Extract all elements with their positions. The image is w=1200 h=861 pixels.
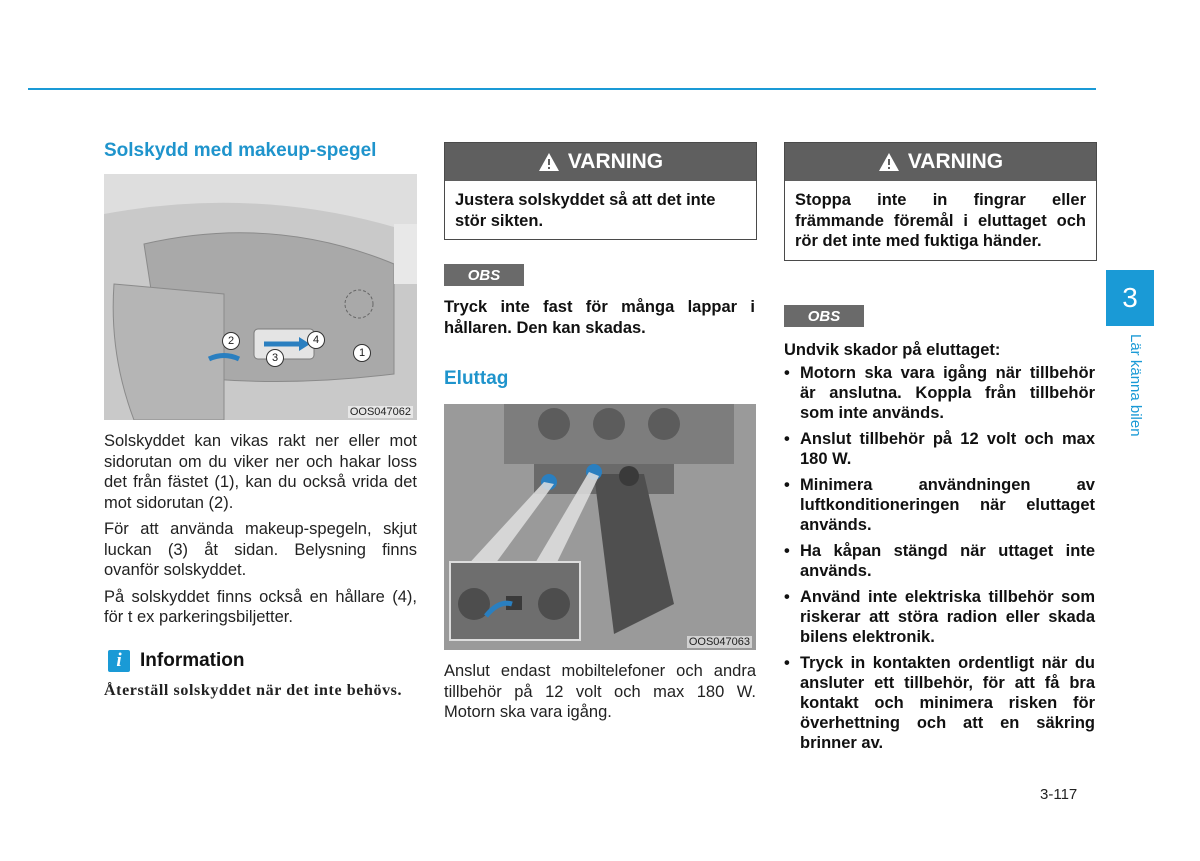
warning-triangle-icon	[878, 152, 900, 172]
photo-caption: OOS047062	[349, 406, 411, 418]
power-outlet-photo	[444, 404, 756, 650]
callout-2: 2	[222, 332, 240, 350]
obs-intro: Undvik skador på eluttaget:	[784, 341, 1001, 359]
warning-triangle-icon	[538, 152, 560, 172]
warning-title: VARNING	[907, 150, 1004, 173]
section-title-power-outlet: Eluttag	[444, 368, 509, 389]
warning-text: Justera solskyddet så att det inte stör sikten.	[455, 191, 716, 230]
callout-1: 1	[353, 344, 371, 362]
paragraph: Solskyddet kan vikas rakt ner eller mot sidorutan om du viker ner och hakar loss det från fästet (1), kan du också vrida det mot sidorutan (2).	[104, 432, 417, 512]
warning-title: VARNING	[567, 150, 664, 173]
obs-label: OBS	[784, 305, 864, 327]
warning-box-sun-visor	[444, 142, 757, 240]
information-title: Information	[140, 650, 245, 671]
chapter-label: Lär känna bilen	[1127, 334, 1144, 437]
section-title-sun-visor: Solskydd med makeup-spegel	[104, 140, 377, 161]
power-outlet-illustration	[444, 404, 756, 650]
sun-visor-illustration	[104, 174, 417, 420]
list-item: • Anslut tillbehör på 12 volt och max 180 W.	[784, 429, 1095, 469]
list-item: • Använd inte elektriska tillbehör som riskerar att störa radion eller skada bilens elektronik.	[784, 587, 1095, 647]
list-item: • Ha kåpan stängd när uttaget inte används.	[784, 541, 1095, 581]
obs-text: Tryck inte fast för många lappar i hållaren. Den kan skadas.	[444, 298, 755, 337]
obs-list	[784, 363, 1095, 759]
warning-header	[445, 143, 756, 181]
paragraph: På solskyddet finns också en hållare (4), för t ex parkeringsbiljetter.	[104, 587, 417, 626]
sun-visor-photo	[104, 174, 417, 420]
paragraph: För att använda makeup-spegeln, skjut luckan (3) åt sidan. Belysning finns ovanför solskyddet.	[104, 520, 417, 579]
warning-text: Stoppa inte in fingrar eller främmande föremål i eluttaget och rör det inte med fuktiga händer.	[795, 191, 1086, 250]
power-outlet-description: Anslut endast mobiltelefoner och andra tillbehör på 12 volt och max 180 W. Motorn ska vara igång.	[444, 662, 756, 721]
list-item: • Tryck in kontakten ordentligt när du ansluter ett tillbehör, för att få bra kontakt och minimera risken för överhettning och att en säkring brinner av.	[784, 653, 1095, 753]
info-icon: i	[108, 650, 130, 672]
callout-4: 4	[307, 331, 325, 349]
header-rule	[28, 88, 1096, 90]
warning-header	[785, 143, 1096, 181]
page-number: 3-117	[1040, 786, 1078, 803]
information-text: Återställ solskyddet när det inte behövs.	[104, 682, 403, 699]
obs-label: OBS	[444, 264, 524, 286]
information-heading	[108, 650, 245, 672]
list-item: • Motorn ska vara igång när tillbehör är anslutna. Koppla från tillbehör som inte används.	[784, 363, 1095, 423]
callout-3: 3	[266, 349, 284, 367]
sun-visor-description	[104, 431, 417, 634]
list-item: • Minimera användningen av luftkonditioneringen när eluttaget används.	[784, 475, 1095, 535]
chapter-tab: 3	[1106, 270, 1154, 326]
photo-caption: OOS047063	[688, 636, 750, 648]
warning-box-power-outlet	[784, 142, 1097, 261]
